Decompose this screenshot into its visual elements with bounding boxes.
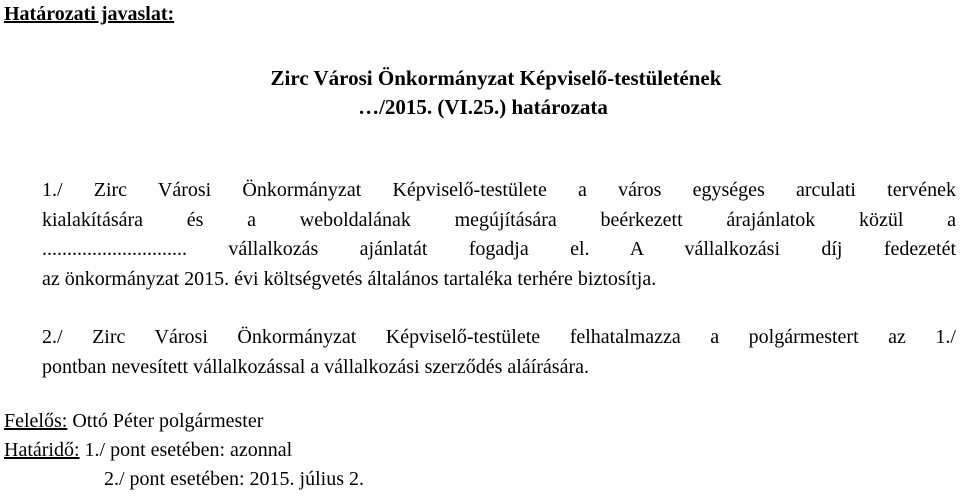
deadline-label: Határidő: (4, 439, 80, 461)
point-2-line: 2./ Zirc Városi Önkormányzat Képviselő-testülete felhatalmazza a polgármestert az 1./ (42, 326, 956, 348)
deadline-value-1: 1./ pont esetében: azonnal (84, 439, 293, 461)
deadline-value-2: 2./ pont esetében: 2015. július 2. (104, 468, 364, 490)
point-1-line: ............................. vállalkozás ajánlatát fogadja el. A vállalkozási díj fedezetét (42, 238, 956, 260)
resolution-proposal-heading: Határozati javaslat: (4, 3, 175, 25)
point-1-line: kialakítására és a weboldalának megújítására beérkezett árajánlatok közül a (42, 208, 956, 231)
resolution-title-line-2: …/2015. (VI.25.) határozata (358, 95, 608, 119)
responsible-label: Felelős: (4, 410, 68, 432)
point-2-line: pontban nevesített vállalkozással a vállalkozási szerződés aláírására. (42, 355, 589, 378)
resolution-point-2 (42, 323, 956, 382)
resolution-title-line-1: Zirc Városi Önkormányzat Képviselő-testületének (270, 66, 722, 90)
responsibility-block (4, 407, 364, 494)
responsible-row (4, 407, 364, 436)
resolution-point-1 (42, 176, 956, 294)
point-1-line: 1./ Zirc Városi Önkormányzat Képviselő-testülete a város egységes arculati tervének (42, 179, 956, 201)
responsible-value: Ottó Péter polgármester (72, 410, 264, 432)
deadline-row-2 (4, 465, 364, 494)
deadline-row (4, 436, 364, 465)
point-1-line: az önkormányzat 2015. évi költségvetés általános tartaléka terhére biztosítja. (42, 267, 657, 290)
